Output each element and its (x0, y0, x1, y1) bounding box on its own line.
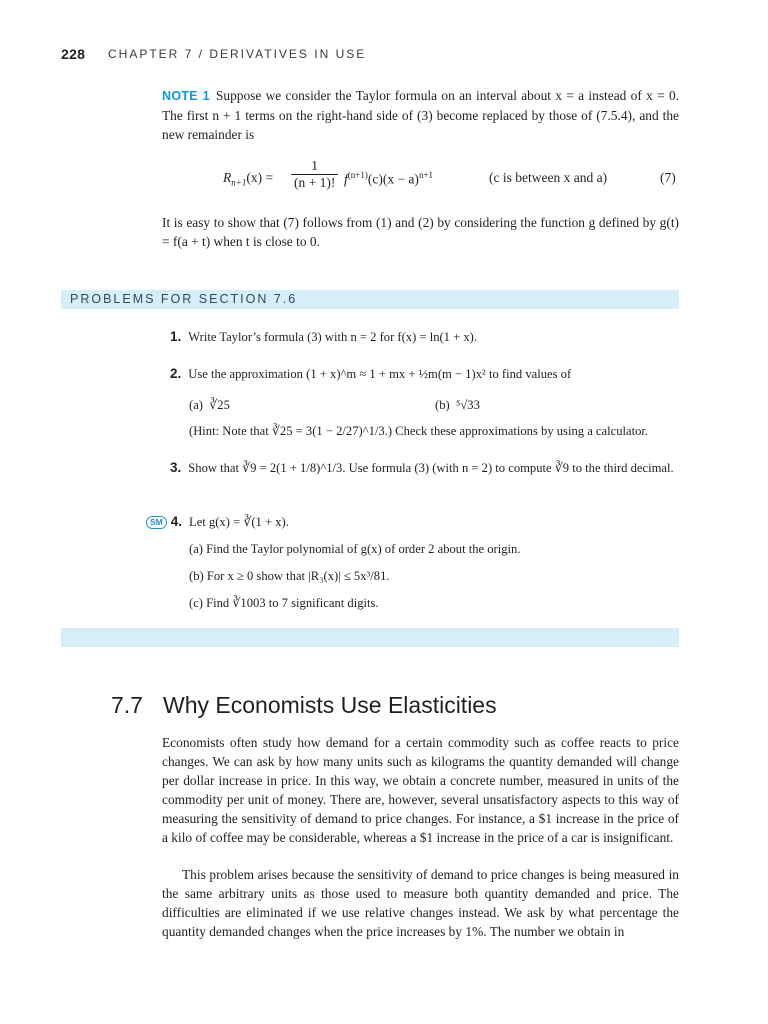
problem-text: Let g(x) = ∛(1 + x). (189, 515, 289, 529)
section-paragraph-1: Economists often study how demand for a certain commodity such as coffee reacts to price changes. We can ask by how many units such as kilograms the quantity demanded will change per dollar increase in price. In this way, we obtain a concrete number, measured in units of the commodity per unit of money. There are, however, several unsatisfactory aspects to this way of measuring the sensitivity of demand to price changes. For instance, a $1 increase in the price of a kilo of coffee may be considerable, whereas a $1 increase in the price of a car is insignificant. (162, 735, 679, 845)
problem-4-part-a: (a) Find the Taylor polynomial of g(x) of order 2 about the origin. (189, 542, 521, 556)
formula-condition: (c is between x and a) (489, 170, 608, 185)
section-paragraph-2: This problem arises because the sensitivity of demand to price changes is being measured in the same arbitrary units as those used to measure both quantity demanded and price. The difficulties are eliminated if we use relative changes instead. We ask by what percentage the quantity demanded changes when the price increases by 1%. The number we obtain in (162, 867, 679, 939)
remainder-formula (223, 158, 683, 198)
note-text: Suppose we consider the Taylor formula on an interval about x = a instead of x = 0. The first n + 1 terms on the right-hand side of (3) become replaced by those of (7.5.4), and the new remainder is (162, 88, 680, 142)
problems-header-band (61, 290, 679, 309)
section-number: 7.7 (111, 692, 143, 718)
problem-2-part-b: (b) ⁵√33 (435, 398, 480, 412)
problem-2-hint: (Hint: Note that ∛25 = 3(1 − 2/27)^1/3.) Check these approximations by using a calculator. (189, 424, 649, 438)
problem-text: Use the approximation (1 + x)^m ≈ 1 + mx + ½m(m − 1)x² to find values of (188, 367, 572, 381)
problem-number: 2. (170, 366, 182, 381)
formula-fraction: $\frac{1}{(n + 1)!}$ (291, 158, 338, 191)
note-label: NOTE 1 (162, 89, 210, 103)
problem-number: 4. (170, 514, 183, 529)
problem-1 (170, 328, 680, 346)
page-number: 228 (61, 46, 86, 62)
problem-4-part-c: (c) Find ∛1003 to 7 significant digits. (189, 596, 379, 610)
formula-number: (7) (660, 170, 676, 185)
formula-lhs: $R_{n+1}(x)$ = (223, 170, 274, 188)
note-paragraph (162, 86, 679, 144)
problems-footer-band (61, 628, 679, 647)
problem-4-part-b: (b) For x ≥ 0 show that |R₃(x)| ≤ 5x³/81. (189, 569, 390, 583)
problem-number: 1. (170, 329, 182, 344)
problem-3 (170, 459, 680, 477)
section-title: Why Economists Use Elasticities (163, 692, 497, 718)
student-manual-badge: SM (146, 516, 167, 529)
problem-2 (170, 365, 680, 383)
problem-number: 3. (170, 460, 182, 475)
problem-text: Write Taylor’s formula (3) with n = 2 for f(x) = ln(1 + x). (188, 330, 478, 344)
running-title: CHAPTER 7 / DERIVATIVES IN USE (108, 47, 367, 61)
problem-text: Show that ∛9 = 2(1 + 1/8)^1/3. Use formula (3) (with n = 2) to compute ∛9 to the third decimal. (188, 461, 674, 475)
formula-rhs: $f^{(n+1)}(c)(x - a)^{n+1}$ (344, 170, 434, 187)
problems-section-title: PROBLEMS FOR SECTION 7.6 (70, 292, 298, 306)
problem-2-part-a: (a) ∛25 (189, 398, 230, 412)
note-followup: It is easy to show that (7) follows from (1) and (2) by considering the function g defined by g(t) = f(a + t) when t is close to 0. (162, 215, 679, 249)
problem-4 (146, 513, 680, 531)
